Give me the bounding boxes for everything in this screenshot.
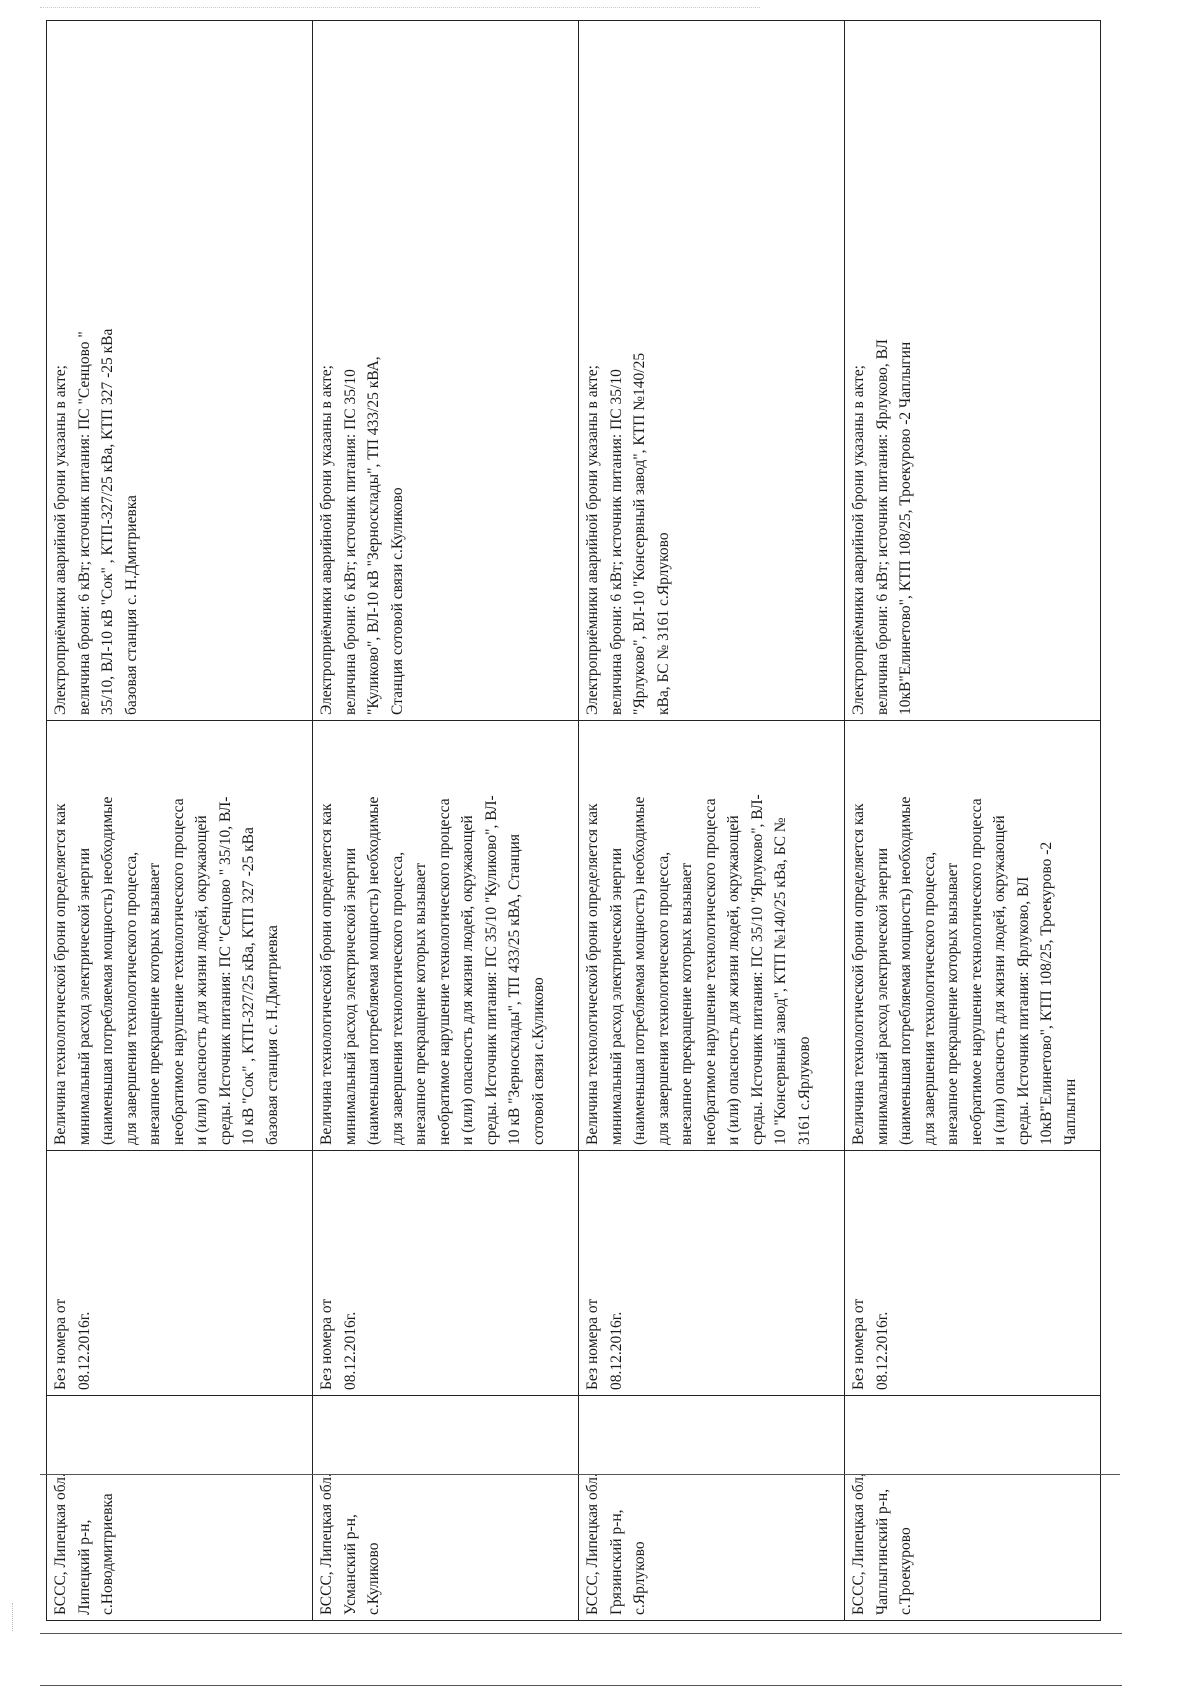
emergency-receivers-cell: Электроприёмники аварийной брони указаны в акте; величина брони: 6 кВт; источник питания: ПС 35/10 "Ярлуково", ВЛ-10 "Консервный завод", КТП №140/25 кВа, БС № 3161 с.Ярлуково [579,21,845,721]
tech-reserve-cell: Величина технологической брони определяется как минимальный расход электрической энергии (наименьшая потребляемая мощность) необходимые для завершения технологического процесса, внезапное прекращение которых вызывает необратимое нарушение технологического процесса и (или) опасность для жизни людей, окружающей среды. Источник питания: ПС 35/10 "Ярлуково", ВЛ- 10 "Консервный завод", КТП №140/25 кВа, БС № 3161 с.Ярлуково [579,721,845,1151]
table-row [47,21,313,1621]
horizontal-rule [40,1633,1122,1634]
tech-reserve-cell: Величина технологической брони определяется как минимальный расход электрической энергии (наименьшая потребляемая мощность) необходимые для завершения технологического процесса, внезапное прекращение которых вызывает необратимое нарушение технологического процесса и (или) опасность для жизни людей, окружающей среды. Источник питания: ПС 35/10 "Куликово", ВЛ- 10 кВ "Зерносклады", ТП 433/25 кВА, Станция сотовой связи с.Куликово [313,721,579,1151]
scan-edge-mark [12,1603,14,1631]
object-cell: БССС, Липецкая обл. Грязинский р-н, с.Ярлуково [579,1396,845,1621]
emergency-receivers-cell: Электроприёмники аварийной брони указаны в акте; величина брони: 6 кВт; источник питания: ПС 35/10 "Куликово", ВЛ-10 кВ "Зерносклады", ТП 433/25 кВА, Станция сотовой связи с.Куликово [313,21,579,721]
emergency-receivers-cell: Электроприёмники аварийной брони указаны в акте; величина брони: 6 кВт; источник питания: Ярлуково, ВЛ 10кВ"Елинетово", КТП 108/25, Троекурово -2 Чаплыгин [845,21,1101,721]
act-cell: Без номера от 08.12.2016г. [47,1151,313,1396]
rotated-page-content [46,21,1131,1621]
horizontal-rule [40,1685,1122,1686]
object-cell: БССС, Липецкая обл. Липецкий р-н, с.Новодмитриевка [47,1396,313,1621]
table-row [313,21,579,1621]
object-cell: БССС, Липецкая обл. Усманский р-н, с.Куликово [313,1396,579,1621]
horizontal-rule [40,1474,1120,1475]
scan-top-edge [40,7,760,8]
object-cell: БССС, Липецкая обл, Чаплыгинский р-н, с.Троекурово [845,1396,1101,1621]
act-cell: Без номера от 08.12.2016г. [313,1151,579,1396]
tech-reserve-cell: Величина технологической брони определяется как минимальный расход электрической энергии (наименьшая потребляемая мощность) необходимые для завершения технологического процесса, внезапное прекращение которых вызывает необратимое нарушение технологического процесса и (или) опасность для жизни людей, окружающей среды. Источник питания: Ярлуково, ВЛ 10кВ"Елинетово", КТП 108/25, Троекурово -2 Чаплыгин [845,721,1101,1151]
act-cell: Без номера от 08.12.2016г. [845,1151,1101,1396]
act-cell: Без номера от 08.12.2016г. [579,1151,845,1396]
tech-reserve-cell: Величина технологической брони определяется как минимальный расход электрической энергии (наименьшая потребляемая мощность) необходимые для завершения технологического процесса, внезапное прекращение которых вызывает необратимое нарушение технологического процесса и (или) опасность для жизни людей, окружающей среды. Источник питания: ПС "Сенцово " 35/10, ВЛ- 10 кВ "Сок" , КТП-327/25 кВа, КТП 327 -25 кВа базовая станция с. Н.Дмитриевка [47,721,313,1151]
emergency-receivers-cell: Электроприёмники аварийной брони указаны в акте; величина брони: 6 кВт; источник питания: ПС "Сенцово " 35/10, ВЛ-10 кВ "Сок" , КТП-327/25 кВа, КТП 327 -25 кВа базовая станция с. Н.Дмитриевка [47,21,313,721]
table-row [579,21,845,1621]
table-row [845,21,1101,1621]
emergency-reserve-table [46,20,1101,1621]
